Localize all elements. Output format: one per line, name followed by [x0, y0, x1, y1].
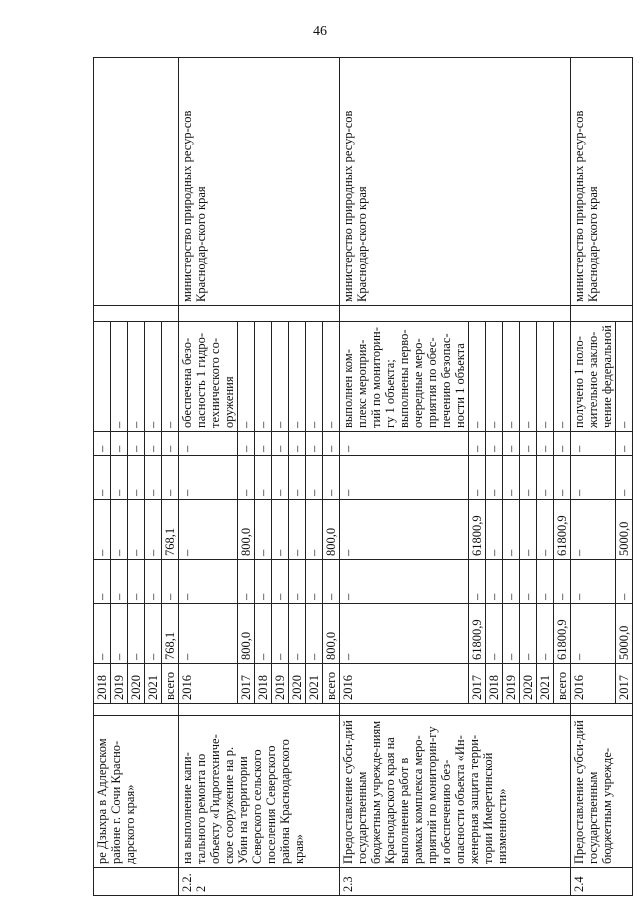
- local-value-cell: –: [145, 456, 162, 500]
- other-value-cell: –: [469, 432, 486, 456]
- year-cell: 2018: [486, 664, 503, 704]
- section-title: Предоставление субси-дий государственным бюджетным учрежде-: [571, 716, 633, 868]
- section-number: 2.4: [571, 868, 633, 896]
- blank-cell: [340, 704, 571, 716]
- local-value-cell: –: [306, 456, 323, 500]
- other-value-cell: –: [238, 432, 255, 456]
- total-value-cell: –: [486, 604, 503, 664]
- regional-value-cell: 5000,0: [616, 500, 633, 560]
- other-value-cell: –: [128, 432, 145, 456]
- section-number: [94, 868, 179, 896]
- federal-value-cell: –: [272, 560, 289, 604]
- regional-value-cell: –: [340, 500, 469, 560]
- other-value-cell: –: [289, 432, 306, 456]
- federal-value-cell: –: [486, 560, 503, 604]
- other-value-cell: –: [503, 432, 520, 456]
- federal-value-cell: –: [306, 560, 323, 604]
- year-cell: 2016: [179, 664, 238, 704]
- regional-value-cell: 61800,9: [554, 500, 571, 560]
- result-cell: –: [255, 322, 272, 432]
- local-value-cell: –: [111, 456, 128, 500]
- total-value-cell: –: [255, 604, 272, 664]
- regional-value-cell: –: [520, 500, 537, 560]
- year-cell: 2021: [306, 664, 323, 704]
- responsible-cell: министерство природных ресур-сов Краснодар-ского края: [571, 58, 633, 306]
- federal-value-cell: –: [94, 560, 111, 604]
- federal-value-cell: –: [616, 560, 633, 604]
- table-row: [340, 58, 469, 896]
- year-cell: 2021: [145, 664, 162, 704]
- other-value-cell: –: [571, 432, 616, 456]
- regional-value-cell: –: [94, 500, 111, 560]
- total-value-cell: 5000,0: [616, 604, 633, 664]
- other-value-cell: –: [94, 432, 111, 456]
- other-value-cell: –: [306, 432, 323, 456]
- result-cell: –: [145, 322, 162, 432]
- other-value-cell: –: [272, 432, 289, 456]
- blank-cell: [571, 704, 633, 716]
- federal-value-cell: –: [323, 560, 340, 604]
- local-value-cell: –: [94, 456, 111, 500]
- regional-value-cell: 800,0: [323, 500, 340, 560]
- federal-value-cell: –: [537, 560, 554, 604]
- result-cell: –: [111, 322, 128, 432]
- result-cell: –: [554, 322, 571, 432]
- blank-cell: [94, 306, 179, 322]
- other-value-cell: –: [162, 432, 179, 456]
- regional-value-cell: –: [179, 500, 238, 560]
- result-cell: –: [503, 322, 520, 432]
- local-value-cell: –: [469, 456, 486, 500]
- section-title: Предоставление субси-дий государственным бюджетным учрежде-ниям Краснодарского края на выполнение работ в рамках комплекса меро-приятий по мониторин-гу и обеспечению без-опасности объекта «Ин-женерная защита терри-тории Имеретинской низменности»: [340, 716, 571, 868]
- federal-value-cell: –: [503, 560, 520, 604]
- year-cell: 2017: [616, 664, 633, 704]
- result-cell: –: [289, 322, 306, 432]
- other-value-cell: –: [323, 432, 340, 456]
- section-number: 2.2.2: [179, 868, 340, 896]
- total-value-cell: –: [128, 604, 145, 664]
- result-cell: выполнен ком-плекс мероприя-тий по мониторин-гу 1 объекта; выполнены перво-очередные меро-приятия по обес-печению безопас-ности 1 объекта: [340, 322, 469, 432]
- blank-cell: [179, 306, 340, 322]
- section-number: 2.3: [340, 868, 571, 896]
- regional-value-cell: –: [571, 500, 616, 560]
- result-cell: –: [162, 322, 179, 432]
- program-table: [93, 57, 633, 896]
- total-value-cell: –: [306, 604, 323, 664]
- total-value-cell: –: [145, 604, 162, 664]
- rotated-table-region: [93, 58, 631, 896]
- table-row: [94, 58, 111, 896]
- responsible-cell: министерство природных ресур-сов Краснодар-ского края: [340, 58, 571, 306]
- other-value-cell: –: [145, 432, 162, 456]
- year-cell: 2019: [272, 664, 289, 704]
- local-value-cell: –: [520, 456, 537, 500]
- federal-value-cell: –: [340, 560, 469, 604]
- federal-value-cell: –: [289, 560, 306, 604]
- local-value-cell: –: [238, 456, 255, 500]
- local-value-cell: –: [616, 456, 633, 500]
- result-cell: обеспечена безо-пасность 1 гидро-технического со-оружения: [179, 322, 238, 432]
- total-value-cell: –: [520, 604, 537, 664]
- total-value-cell: –: [289, 604, 306, 664]
- local-value-cell: –: [128, 456, 145, 500]
- regional-value-cell: –: [486, 500, 503, 560]
- regional-value-cell: –: [111, 500, 128, 560]
- rotated-table-container: [93, 58, 631, 896]
- table-row: [571, 58, 616, 896]
- result-cell: –: [486, 322, 503, 432]
- regional-value-cell: –: [306, 500, 323, 560]
- federal-value-cell: –: [179, 560, 238, 604]
- page-number: 46: [313, 24, 327, 39]
- result-cell: [94, 322, 111, 432]
- local-value-cell: –: [162, 456, 179, 500]
- total-value-cell: –: [179, 604, 238, 664]
- regional-value-cell: 768,1: [162, 500, 179, 560]
- local-value-cell: –: [272, 456, 289, 500]
- regional-value-cell: –: [128, 500, 145, 560]
- blank-cell: [571, 306, 633, 322]
- year-cell: 2020: [289, 664, 306, 704]
- other-value-cell: –: [537, 432, 554, 456]
- total-value-cell: 61800,9: [554, 604, 571, 664]
- responsible-cell: [94, 58, 179, 306]
- federal-value-cell: –: [128, 560, 145, 604]
- federal-value-cell: –: [238, 560, 255, 604]
- total-value-cell: –: [503, 604, 520, 664]
- regional-value-cell: –: [503, 500, 520, 560]
- local-value-cell: –: [537, 456, 554, 500]
- regional-value-cell: –: [145, 500, 162, 560]
- regional-value-cell: –: [255, 500, 272, 560]
- year-cell: 2018: [94, 664, 111, 704]
- blank-cell: [94, 704, 179, 716]
- year-cell: 2017: [238, 664, 255, 704]
- local-value-cell: –: [289, 456, 306, 500]
- regional-value-cell: –: [289, 500, 306, 560]
- other-value-cell: –: [520, 432, 537, 456]
- table-row: [179, 58, 238, 896]
- total-value-cell: –: [537, 604, 554, 664]
- total-value-cell: –: [571, 604, 616, 664]
- year-cell: 2017: [469, 664, 486, 704]
- total-value-cell: 800,0: [238, 604, 255, 664]
- total-value-cell: 768,1: [162, 604, 179, 664]
- other-value-cell: –: [255, 432, 272, 456]
- result-cell: –: [520, 322, 537, 432]
- other-value-cell: –: [616, 432, 633, 456]
- result-cell: получено 1 поло-жительное заклю-чение федеральной: [571, 322, 616, 432]
- local-value-cell: –: [323, 456, 340, 500]
- year-cell: всего: [323, 664, 340, 704]
- year-cell: 2020: [128, 664, 145, 704]
- other-value-cell: –: [111, 432, 128, 456]
- total-value-cell: 61800,9: [469, 604, 486, 664]
- local-value-cell: –: [255, 456, 272, 500]
- result-cell: –: [616, 322, 633, 432]
- federal-value-cell: –: [145, 560, 162, 604]
- federal-value-cell: –: [554, 560, 571, 604]
- year-cell: 2016: [340, 664, 469, 704]
- section-title: на выполнение капи-тального ремонта по объекту «Гидротехниче-ское сооружение на р. Убин на территории Северского сельского поселения Северского района Краснодарского края»: [179, 716, 340, 868]
- year-cell: 2021: [537, 664, 554, 704]
- regional-value-cell: –: [537, 500, 554, 560]
- total-value-cell: –: [272, 604, 289, 664]
- local-value-cell: –: [571, 456, 616, 500]
- result-cell: –: [128, 322, 145, 432]
- federal-value-cell: –: [469, 560, 486, 604]
- year-cell: всего: [162, 664, 179, 704]
- regional-value-cell: –: [272, 500, 289, 560]
- year-cell: 2020: [520, 664, 537, 704]
- federal-value-cell: –: [255, 560, 272, 604]
- total-value-cell: –: [111, 604, 128, 664]
- blank-cell: [340, 306, 571, 322]
- federal-value-cell: –: [111, 560, 128, 604]
- federal-value-cell: –: [162, 560, 179, 604]
- result-cell: –: [323, 322, 340, 432]
- local-value-cell: –: [486, 456, 503, 500]
- local-value-cell: –: [340, 456, 469, 500]
- result-cell: –: [537, 322, 554, 432]
- year-cell: всего: [554, 664, 571, 704]
- local-value-cell: –: [503, 456, 520, 500]
- other-value-cell: –: [486, 432, 503, 456]
- other-value-cell: –: [340, 432, 469, 456]
- other-value-cell: –: [554, 432, 571, 456]
- blank-cell: [179, 704, 340, 716]
- result-cell: –: [272, 322, 289, 432]
- other-value-cell: –: [179, 432, 238, 456]
- total-value-cell: –: [340, 604, 469, 664]
- year-cell: 2018: [255, 664, 272, 704]
- year-cell: 2016: [571, 664, 616, 704]
- result-cell: –: [469, 322, 486, 432]
- section-title: ре Дзыхра в Адлерском районе г. Сочи Красно-дарского края»: [94, 716, 179, 868]
- responsible-cell: министерство природных ресур-сов Краснодар-ского края: [179, 58, 340, 306]
- total-value-cell: –: [94, 604, 111, 664]
- local-value-cell: –: [554, 456, 571, 500]
- result-cell: –: [238, 322, 255, 432]
- regional-value-cell: 800,0: [238, 500, 255, 560]
- result-cell: –: [306, 322, 323, 432]
- federal-value-cell: –: [571, 560, 616, 604]
- regional-value-cell: 61800,9: [469, 500, 486, 560]
- year-cell: 2019: [111, 664, 128, 704]
- year-cell: 2019: [503, 664, 520, 704]
- total-value-cell: 800,0: [323, 604, 340, 664]
- federal-value-cell: –: [520, 560, 537, 604]
- local-value-cell: –: [179, 456, 238, 500]
